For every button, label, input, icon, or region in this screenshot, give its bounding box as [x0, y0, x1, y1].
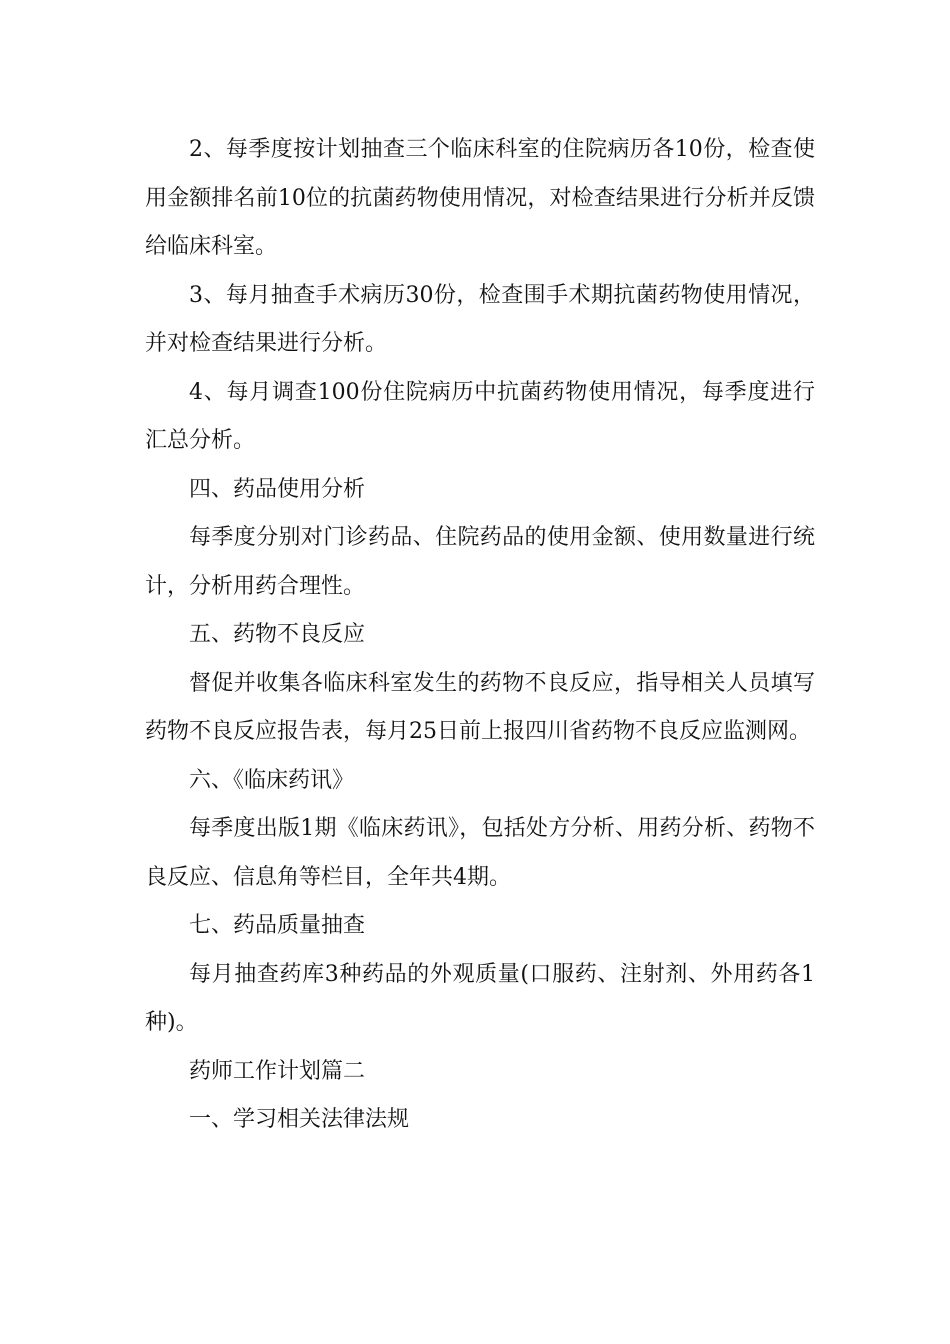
- section-heading-clinical-bulletin: 六、《临床药讯》: [189, 767, 355, 793]
- paragraph-drug-use-analysis: 每季度分别对门诊药品、住院药品的使用金额、使用数量进行统计，分析用药合理性。: [145, 525, 815, 599]
- section-heading-laws: 一、学习相关法律法规: [189, 1107, 410, 1132]
- paragraph-item-3: 3、每月抽查手术病历30份，检查围手术期抗菌药物使用情况，并对检查结果进行分析。: [145, 282, 815, 356]
- paragraph-item-2: 2、每季度按计划抽查三个临床科室的住院病历各10份，检查使用金额排名前10位的抗菌药物使用情况，对检查结果进行分析并反馈给临床科室。: [145, 137, 815, 259]
- paragraph-quality-check: 每月抽查药库3种药品的外观质量(口服药、注射剂、外用药各1种)。: [145, 961, 815, 1035]
- section-heading-adverse-reactions: 五、药物不良反应: [189, 622, 366, 647]
- chapter-title-plan-two: 药师工作计划篇二: [189, 1058, 366, 1084]
- document-body: [145, 126, 815, 1145]
- section-heading-drug-use-analysis: 四、药品使用分析: [189, 476, 366, 502]
- section-heading-quality-check: 七、药品质量抽查: [189, 913, 366, 938]
- paragraph-clinical-bulletin: 每季度出版1期《临床药讯》，包括处方分析、用药分析、药物不良反应、信息角等栏目，全年共4期。: [145, 816, 815, 890]
- paragraph-adverse-reactions: 督促并收集各临床科室发生的药物不良反应，指导相关人员填写药物不良反应报告表，每月25日前上报四川省药物不良反应监测网。: [145, 670, 815, 744]
- paragraph-item-4: 4、每月调查100份住院病历中抗菌药物使用情况，每季度进行汇总分析。: [145, 379, 815, 453]
